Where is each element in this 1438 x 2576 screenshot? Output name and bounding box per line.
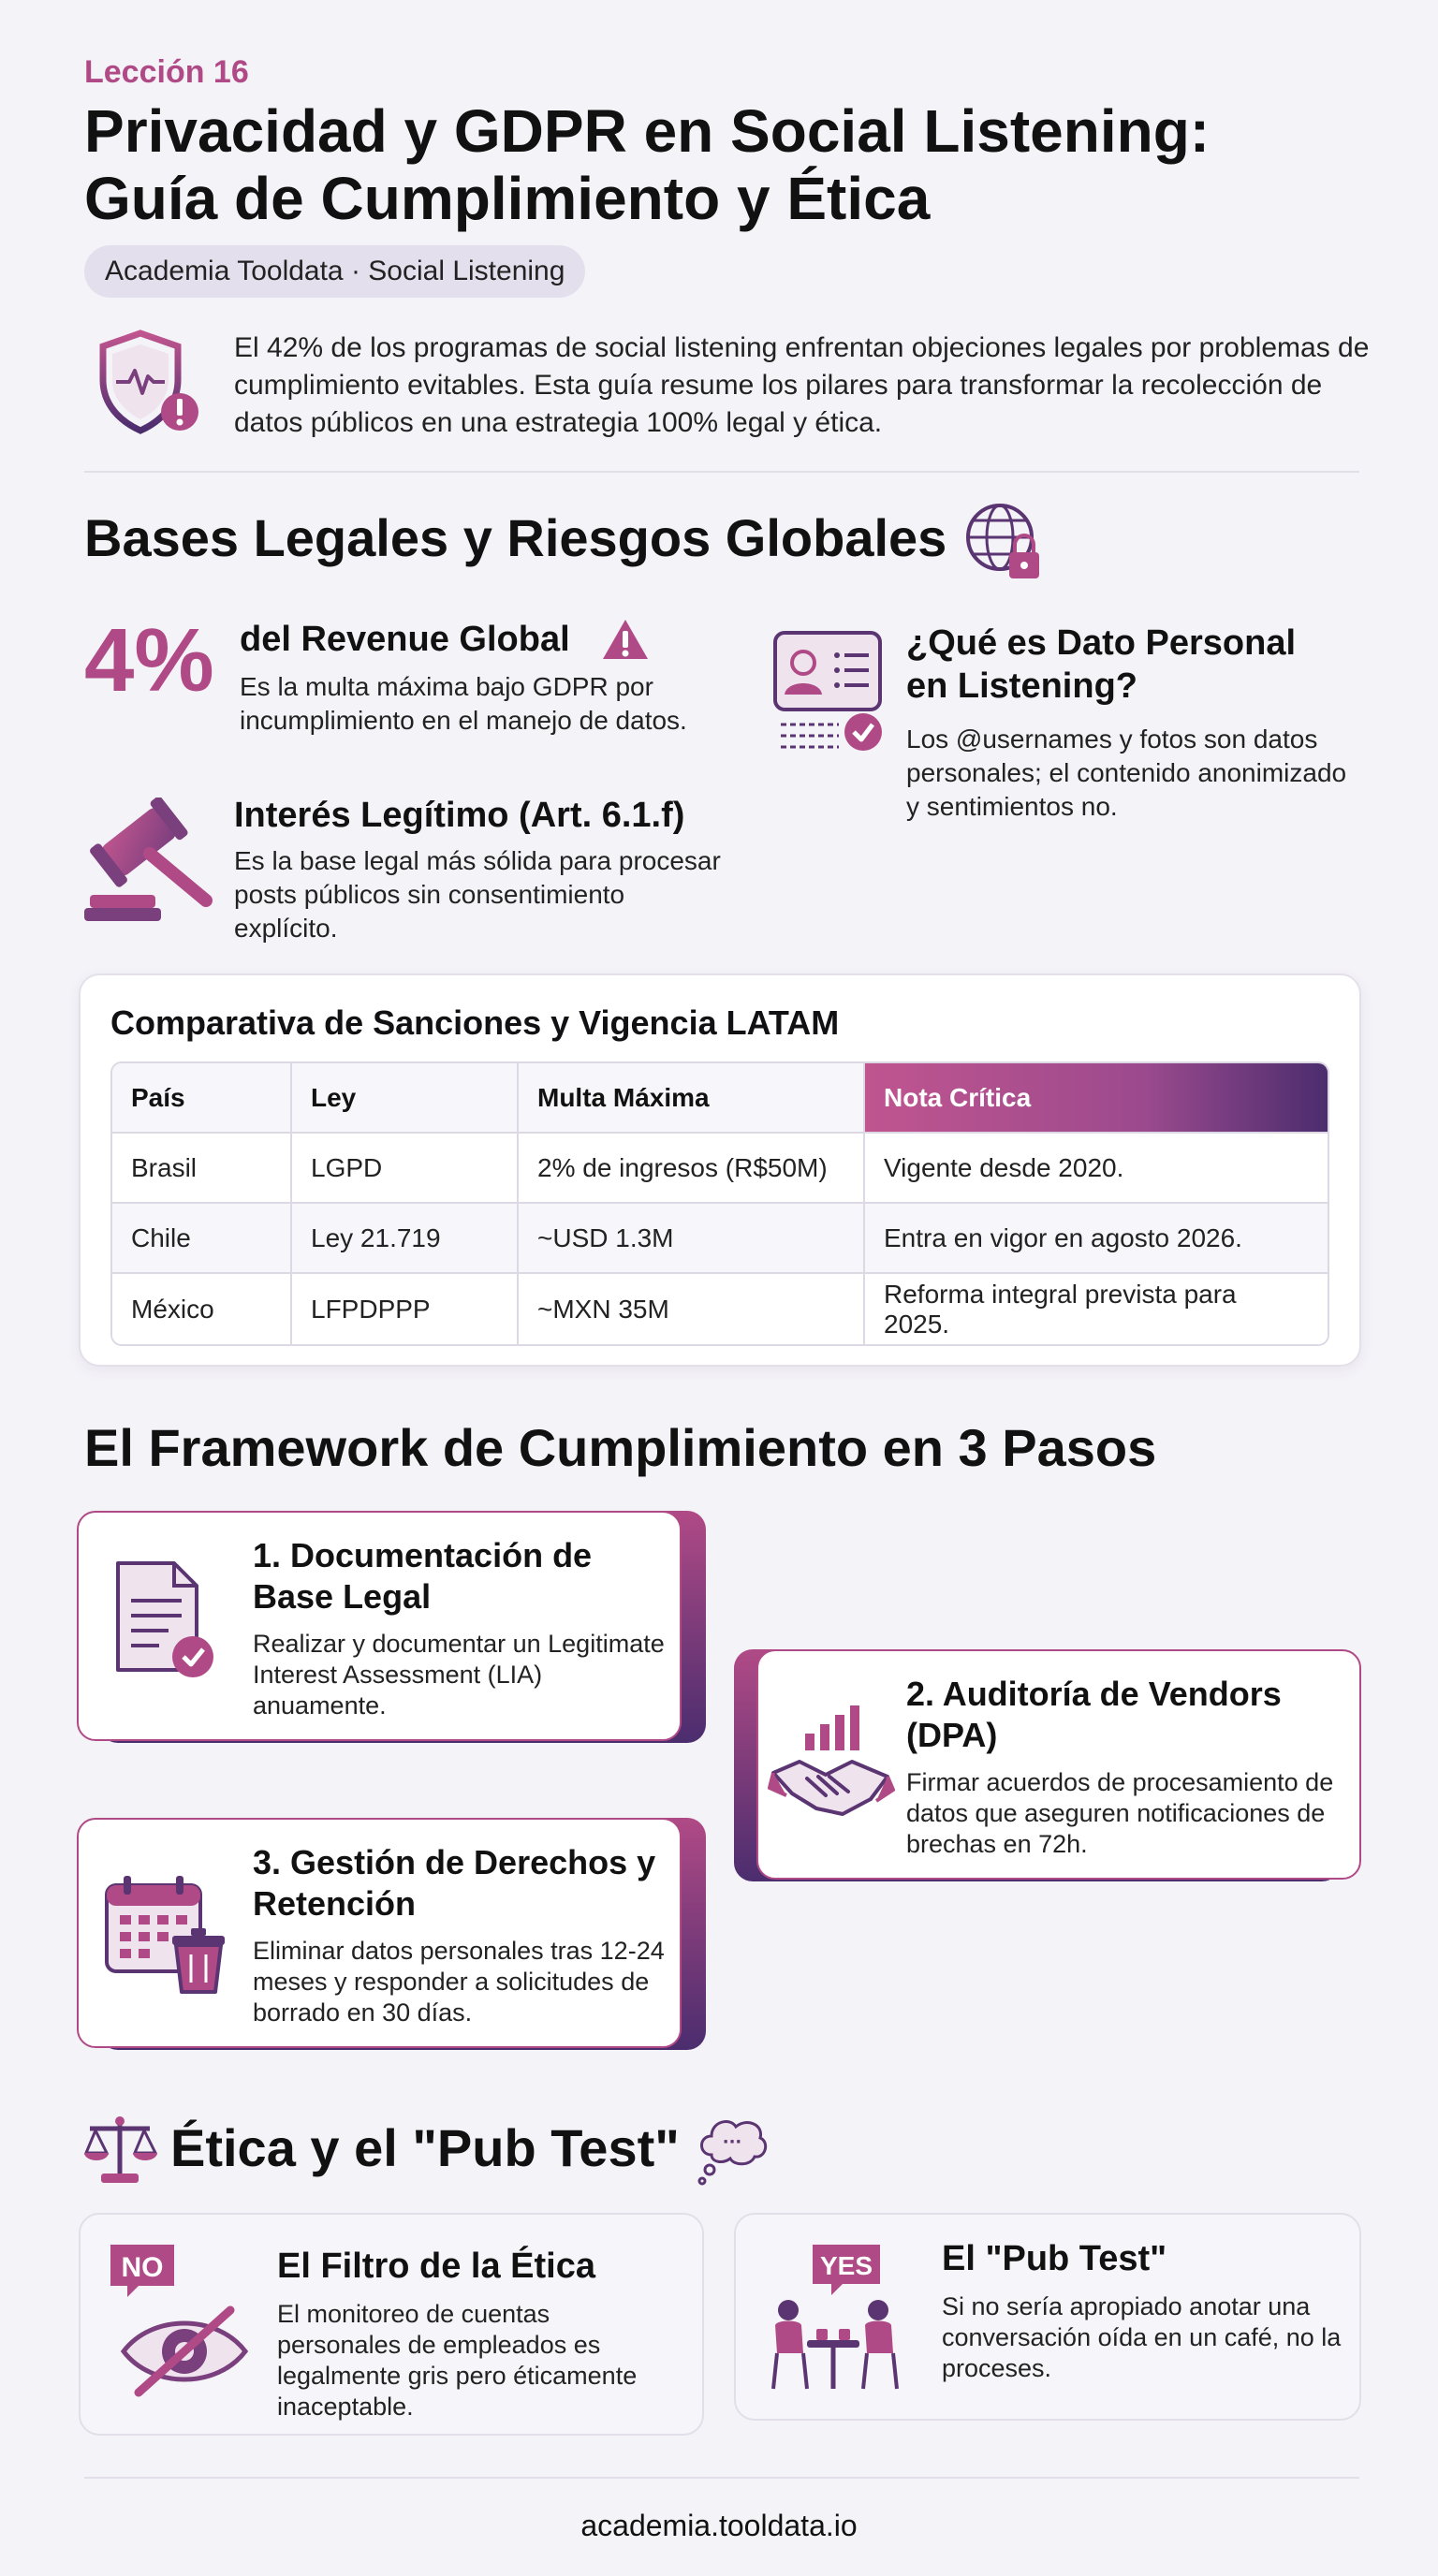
filter-text: El monitoreo de cuentas personales de empleados es legalmente gris pero éticamente inaceptable.: [277, 2300, 638, 2421]
table-row: [112, 1204, 1328, 1274]
cell-law: LFPDPPP: [292, 1274, 519, 1344]
sanctions-panel: [79, 973, 1361, 1367]
footer-divider: [84, 2477, 1359, 2479]
step-3-text: Eliminar datos personales tras 12-24 meses y responder a solicitudes de borrado en 30 días.: [253, 1937, 665, 2027]
cell-law: LGPD: [292, 1134, 519, 1204]
interest-title: Interés Legítimo (Art. 6.1.f): [234, 796, 685, 835]
legal-heading: Bases Legales y Riesgos Globales: [84, 508, 947, 567]
table-row: [112, 1134, 1328, 1204]
pubtest-text: Si no sería apropiado anotar una conversación oída en un café, no la proceses.: [942, 2292, 1342, 2382]
cafe-conversation-icon: [760, 2239, 906, 2394]
step-1-text: Realizar y documentar un Legitimate Interest Assessment (LIA) anuamente.: [253, 1630, 665, 1720]
stat-title: del Revenue Global: [240, 620, 570, 659]
page-title: [84, 97, 1357, 232]
stat-text: Es la multa máxima bajo GDPR por incumplimiento en el manejo de datos.: [240, 672, 687, 735]
ethics-heading: Ética y el "Pub Test": [170, 2118, 680, 2177]
thought-bubble-icon: [695, 2112, 770, 2187]
step-card-1: [77, 1511, 706, 1743]
handshake-chart-icon: [768, 1704, 895, 1825]
cell-country: Brasil: [112, 1134, 292, 1204]
cell-country: Chile: [112, 1204, 292, 1274]
header-law: Ley: [292, 1063, 519, 1134]
ethics-filter-card: [79, 2213, 704, 2436]
cell-note: Reforma integral prevista para 2025.: [865, 1274, 1328, 1344]
page-title-line-1: Privacidad y GDPR en Social Listening:: [84, 97, 1211, 165]
cell-fine: ~USD 1.3M: [519, 1204, 865, 1274]
globe-lock-icon: [962, 500, 1049, 586]
thought-bubble-dots: ···: [722, 2132, 742, 2152]
sanctions-table: [110, 1061, 1329, 1346]
cell-note: Entra en vigor en agosto 2026.: [865, 1204, 1328, 1274]
header-fine: Multa Máxima: [519, 1063, 865, 1134]
stat-value: 4%: [84, 610, 214, 710]
calendar-trash-icon: [103, 1872, 227, 1994]
warning-icon: [601, 618, 650, 661]
header-country: País: [112, 1063, 292, 1134]
framework-heading: El Framework de Cumplimiento en 3 Pasos: [84, 1418, 1157, 1477]
ethics-pubtest-card: [734, 2213, 1361, 2421]
divider: [84, 471, 1359, 473]
step-card-3: [77, 1818, 706, 2050]
cell-fine: ~MXN 35M: [519, 1274, 865, 1344]
step-card-2: [734, 1649, 1363, 1881]
table-header-row: [112, 1063, 1328, 1134]
cell-country: México: [112, 1274, 292, 1344]
lesson-label: Lección 16: [84, 54, 249, 90]
interest-text: Es la base legal más sólida para procesar posts públicos sin consentimiento explícito.: [234, 846, 721, 943]
step-1-title: 1. Documentación de Base Legal: [253, 1536, 593, 1616]
cell-note: Vigente desde 2020.: [865, 1134, 1328, 1204]
page-title-line-2: Guía de Cumplimiento y Ética: [84, 165, 931, 232]
cell-fine: 2% de ingresos (R$50M): [519, 1134, 865, 1204]
gavel-icon: [84, 798, 217, 923]
step-3-title: 3. Gestión de Derechos y Retención: [253, 1843, 656, 1923]
cell-law: Ley 21.719: [292, 1204, 519, 1274]
footer-url: academia.tooldata.io: [580, 2509, 858, 2542]
sanctions-title: Comparativa de Sanciones y Vigencia LATAM: [110, 1003, 840, 1042]
filter-title: El Filtro de la Ética: [277, 2247, 595, 2286]
pubtest-title: El "Pub Test": [942, 2239, 1167, 2278]
intro-text: El 42% de los programas de social listening enfrentan objeciones legales por problemas de cumplimiento evitables. Esta guía resume los pilares para transformar la recolección de datos públicos en una estrategia 100% legal y ética.: [234, 332, 1370, 438]
document-check-icon: [112, 1559, 217, 1681]
shield-alert-icon: [94, 328, 206, 440]
id-card-check-icon: [771, 627, 888, 754]
personal-data-text: Los @usernames y fotos son datos personales; el contenido anonimizado y sentimientos no.: [906, 724, 1347, 821]
table-row: [112, 1274, 1328, 1344]
yes-badge: YES: [819, 2251, 873, 2280]
header-note: Nota Crítica: [865, 1063, 1328, 1134]
step-2-title: 2. Auditoría de Vendors (DPA): [906, 1675, 1282, 1754]
step-2-text: Firmar acuerdos de procesamiento de datos que aseguren notificaciones de brechas en 72h.: [906, 1768, 1334, 1858]
personal-data-title: ¿Qué es Dato Personal en Listening?: [906, 623, 1297, 706]
eye-slash-icon: [105, 2239, 255, 2398]
scales-icon: [82, 2114, 157, 2185]
no-badge: NO: [121, 2252, 164, 2283]
source-pill: Academia Tooldata · Social Listening: [84, 245, 585, 298]
